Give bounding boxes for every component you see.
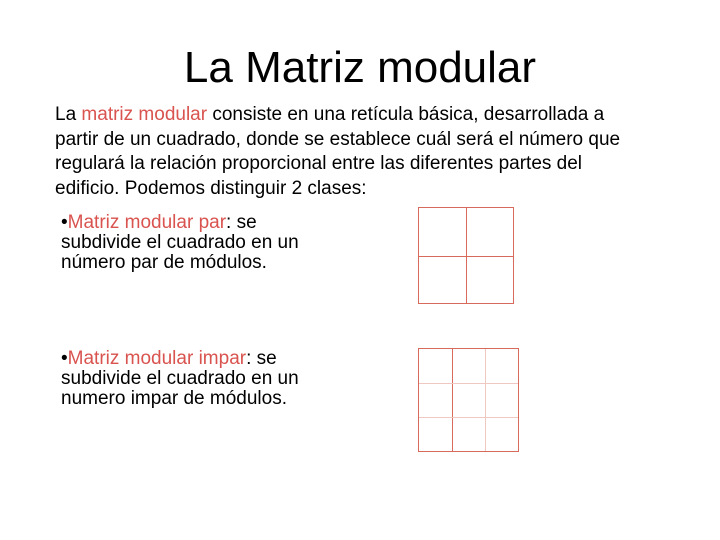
slide-title: La Matriz modular [183,43,537,92]
bullet: • [61,212,68,233]
item-par-highlight: Matriz modular par [67,212,227,233]
grid-impar-diagram [418,348,519,452]
item-impar [61,349,331,409]
item-par-text: : se subdivide el cuadrado en un número par de módulos. [61,212,299,273]
item-impar-text: : se subdivide el cuadrado en un numero impar de módulos. [61,348,299,409]
grid-par-horizontal-line [419,256,513,257]
grid-impar-horizontal-line-1 [419,383,518,384]
item-impar-highlight: Matriz modular impar [67,348,247,369]
grid-impar-horizontal-line-2 [419,417,518,418]
item-par [61,213,331,273]
bullet: • [61,348,68,369]
intro-prefix: La [55,104,82,125]
intro-rest: consiste en una retícula básica, desarrollada a partir de un cuadrado, donde se establece cuál será el número que regulará la relación proporcional entre las diferentes partes del edificio. Podemos distinguir 2 clases: [55,104,621,199]
intro-highlight: matriz modular [81,104,208,125]
grid-impar-vertical-line-2 [485,349,486,451]
grid-par-diagram [418,207,514,304]
grid-impar-vertical-line-1 [452,349,453,451]
intro-paragraph [55,103,630,201]
